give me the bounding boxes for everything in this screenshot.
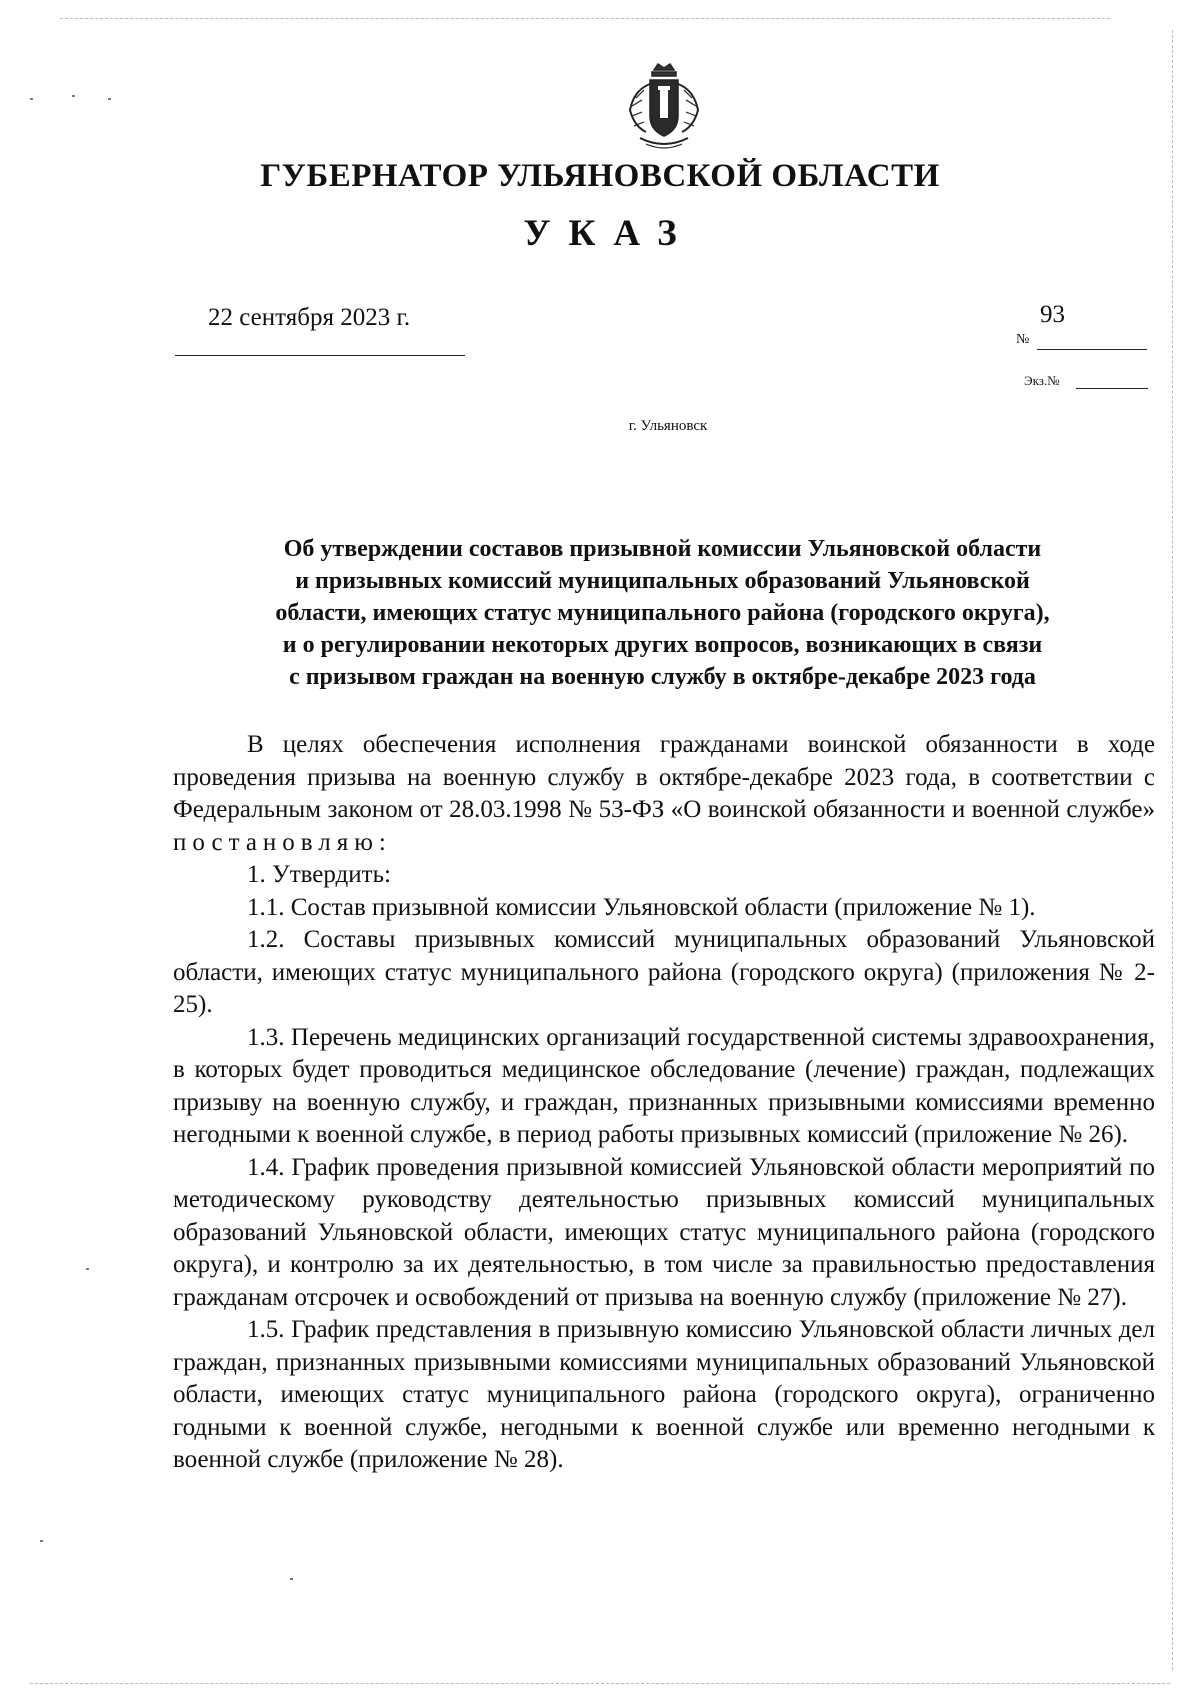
document-type: УКАЗ bbox=[523, 213, 695, 254]
document-heading bbox=[170, 533, 1155, 693]
document-body bbox=[173, 729, 1155, 1477]
scan-speck bbox=[86, 1268, 89, 1270]
coat-of-arms-icon bbox=[620, 60, 708, 156]
copy-number-underline bbox=[1076, 388, 1148, 389]
scan-speck bbox=[30, 98, 33, 100]
document-date: 22 сентября 2023 г. bbox=[208, 304, 411, 331]
scan-edge-bottom bbox=[30, 1683, 1170, 1684]
date-underline bbox=[175, 355, 465, 356]
heading-line: области, имеющих статус муниципального района (городского округа), bbox=[275, 600, 1050, 626]
number-label: № bbox=[1016, 332, 1030, 347]
heading-line: Об утверждении составов призывной комиссии Ульяновской области bbox=[283, 536, 1042, 562]
scan-speck bbox=[290, 1578, 293, 1580]
scan-speck bbox=[72, 95, 75, 97]
clause-paragraph: 1.5. График представления в призывную комиссию Ульяновской области личных дел граждан, признанных призывными комиссиями муниципальных образований Ульяновской области, имеющих статус муниципального района (городского округа), ограниченно годными к военной службе, негодными к военной службе или временно негодными к военной службе (приложение № 28). bbox=[173, 1316, 1155, 1473]
scan-edge-top bbox=[60, 18, 1110, 19]
heading-line: с призывом граждан на военную службу в октябре-декабре 2023 года bbox=[289, 664, 1036, 690]
copy-number-label: Экз.№ bbox=[1024, 373, 1060, 388]
decree-word: постановляю: bbox=[173, 828, 392, 856]
document-number: 93 bbox=[1040, 301, 1065, 328]
number-underline bbox=[1037, 349, 1147, 350]
scan-speck bbox=[40, 1540, 43, 1542]
preamble-text: В целях обеспечения исполнения гражданами воинской обязанности в ходе проведения призыва на военную службу в октябре-декабре 2023 года, в соответствии с Федеральным законом от 28.03.1998 № 53-ФЗ «О воинской обязанности и военной службе» bbox=[173, 731, 1155, 823]
document-city: г. Ульяновск bbox=[628, 418, 708, 434]
clause-paragraph: 1.3. Перечень медицинских организаций государственной системы здравоохранения, в которых будет проводиться медицинское обследование (лечение) граждан, подлежащих призыву на военную службу, и граждан, признанных призывными комиссиями временно негодными к военной службе, в период работы призывных комиссий (приложение № 26). bbox=[173, 1023, 1155, 1148]
preamble-paragraph bbox=[173, 729, 1155, 859]
clause-paragraph: 1. Утвердить: bbox=[247, 861, 391, 888]
clause-paragraph: 1.2. Составы призывных комиссий муниципальных образований Ульяновской области, имеющих статус муниципального района (городского округа) (приложения № 2-25). bbox=[173, 926, 1155, 1018]
heading-line: и о регулировании некоторых других вопросов, возникающих в связи bbox=[282, 632, 1043, 658]
heading-line: и призывных комиссий муниципальных образований Ульяновской bbox=[295, 568, 1030, 594]
scan-edge-right bbox=[1172, 30, 1173, 1670]
clause-paragraph: 1.4. График проведения призывной комиссией Ульяновской области мероприятий по методическому руководству деятельностью призывных комиссий муниципальных образований Ульяновской области, имеющих статус муниципального района (городского округа), и контролю за их деятельностью, в том числе за правильностью предоставления гражданам отсрочек и освобождений от призыва на военную службу (приложение № 27). bbox=[173, 1153, 1155, 1311]
issuing-authority: ГУБЕРНАТОР УЛЬЯНОВСКОЙ ОБЛАСТИ bbox=[260, 158, 940, 194]
scan-speck bbox=[108, 98, 111, 100]
clause-paragraph: 1.1. Состав призывной комиссии Ульяновской области (приложение № 1). bbox=[247, 893, 1036, 921]
